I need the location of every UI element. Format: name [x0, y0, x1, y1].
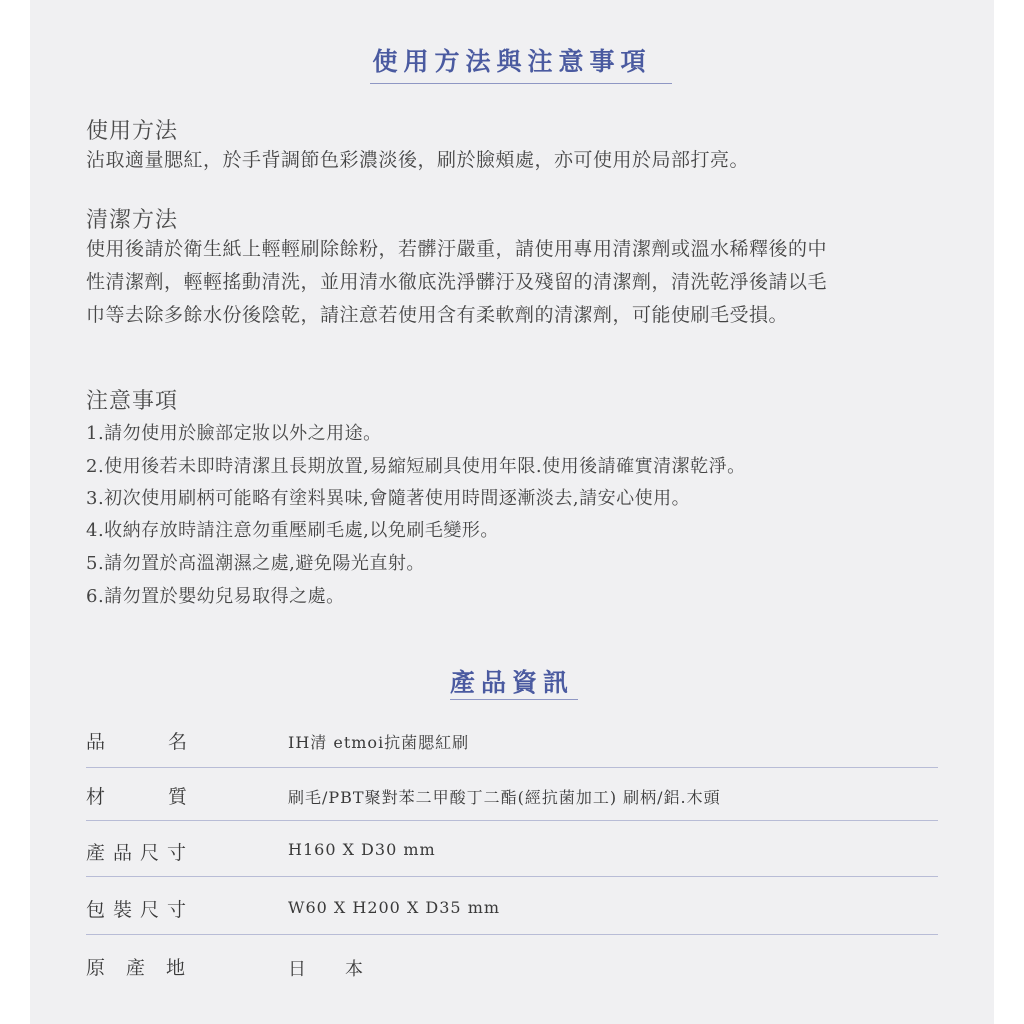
cleaning-heading: 清潔方法 — [86, 208, 179, 233]
note-item: 3.初次使用刷柄可能略有塗料異味,會隨著使用時間逐漸淡去,請安心使用。 — [86, 488, 691, 509]
note-item: 6.請勿置於嬰幼兒易取得之處。 — [86, 586, 345, 607]
notes-heading: 注意事項 — [86, 389, 179, 414]
info-value-name: IH清 etmoi抗菌腮紅刷 — [288, 733, 470, 752]
cleaning-line: 性清潔劑，輕輕搖動清洗，並用清水徹底洗淨髒汙及殘留的清潔劑，清洗乾淨後請以毛 — [86, 271, 828, 293]
info-value-material: 刷毛/PBT聚對苯二甲酸丁二酯(經抗菌加工) 刷柄/鋁.木頭 — [288, 788, 721, 807]
info-divider — [86, 767, 938, 768]
info-value-origin: 日 本 — [288, 959, 364, 980]
info-divider — [86, 876, 938, 877]
info-value-product-size: H160 X D30 mm — [288, 840, 436, 859]
usage-title-underline — [370, 83, 672, 84]
info-panel: 使用方法與注意事項 使用方法 沾取適量腮紅，於手背調節色彩濃淡後，刷於臉頰處，亦可使用於局部打亮。 清潔方法 使用後請於衛生紙上輕輕刷除餘粉，若髒汙嚴重，請使用專用清潔劑或溫水稀釋後的中 性清潔劑，輕輕搖動清洗，並用清水徹底洗淨髒汙及殘留的清潔劑，清洗乾淨後請以毛 巾等去除多餘水份後陰乾，請注意若使用含有柔軟劑的清潔劑，可能使刷毛受損。 注意事項 1.請勿使用於臉部定妝以外之用途。 2.使用後若未即時清潔且長期放置,易縮短刷具使用年限.使用後請確實清潔乾淨。 3.初次使用刷柄可能略有塗料異味,會隨著使用時間逐漸淡去,請安心使用。 4.收納存放時請注意勿重壓刷毛處,以免刷毛變形。 5.請勿置於高溫潮濕之處,避免陽光直射。 6.請勿置於嬰幼兒易取得之處。 產品資訊 品 名 IH清 etmoi抗菌腮紅刷 材 質 刷毛/PBT聚對苯二甲酸丁二酯(經抗菌加工) 刷柄/鋁.木頭 產 品 尺 寸 H160 X D30 mm 包 裝 尺 寸 W60 X H200 X D35 mm 原 產 地 日 本 — [30, 0, 994, 1024]
note-item: 2.使用後若未即時清潔且長期放置,易縮短刷具使用年限.使用後請確實清潔乾淨。 — [86, 456, 746, 477]
note-item: 4.收納存放時請注意勿重壓刷毛處,以免刷毛變形。 — [86, 520, 499, 541]
note-item: 1.請勿使用於臉部定妝以外之用途。 — [86, 423, 382, 444]
note-item: 5.請勿置於高溫潮濕之處,避免陽光直射。 — [86, 553, 425, 574]
usage-heading: 使用方法 — [86, 119, 179, 144]
info-divider — [86, 820, 938, 821]
product-section-title: 產品資訊 — [449, 668, 574, 697]
info-value-package-size: W60 X H200 X D35 mm — [288, 898, 501, 917]
usage-text: 沾取適量腮紅，於手背調節色彩濃淡後，刷於臉頰處，亦可使用於局部打亮。 — [86, 149, 750, 171]
cleaning-line: 巾等去除多餘水份後陰乾，請注意若使用含有柔軟劑的清潔劑，可能使刷毛受損。 — [86, 304, 789, 326]
usage-section-title: 使用方法與注意事項 — [372, 47, 652, 76]
info-divider — [86, 934, 938, 935]
product-title-underline — [450, 699, 578, 700]
cleaning-line: 使用後請於衛生紙上輕輕刷除餘粉，若髒汙嚴重，請使用專用清潔劑或溫水稀釋後的中 — [86, 238, 828, 260]
